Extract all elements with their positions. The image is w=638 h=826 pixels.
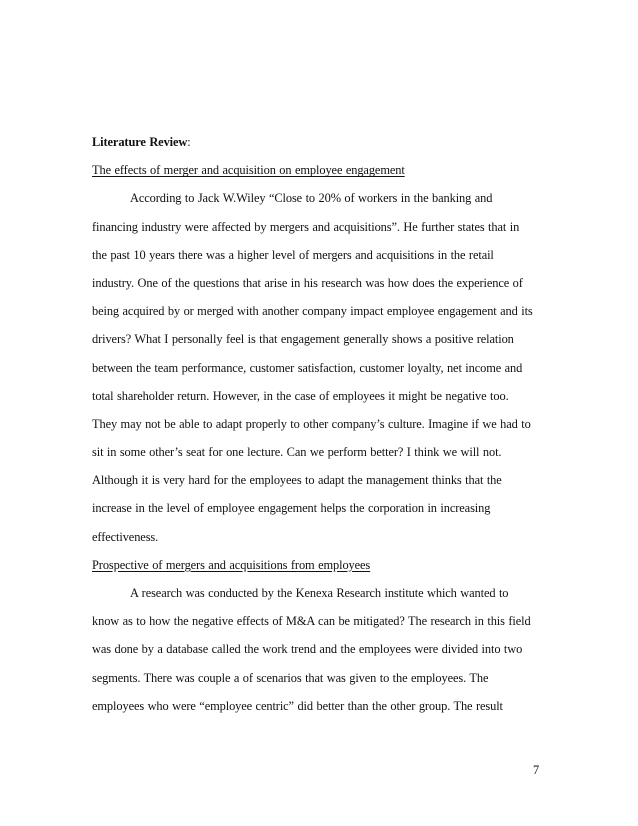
paragraph-line: According to Jack W.Wiley “Close to 20% of workers in the banking and xyxy=(130,191,493,206)
paragraph-line: was done by a database called the work trend and the employees were divided into two xyxy=(92,642,523,657)
paragraph-line: total shareholder return. However, in the case of employees it might be negative too. xyxy=(92,388,509,403)
paragraph-line: increase in the level of employee engagement helps the corporation in increasing xyxy=(92,501,491,516)
section-title-prospective: Prospective of mergers and acquisitions from employees xyxy=(92,557,371,572)
paragraph-line: industry. One of the questions that arise in his research was how does the experience of xyxy=(92,275,523,290)
paragraph-line: A research was conducted by the Kenexa Research institute which wanted to xyxy=(130,586,509,600)
heading-colon: : xyxy=(187,135,191,149)
paragraph-line: the past 10 years there was a higher level of mergers and acquisitions in the retail xyxy=(92,247,494,262)
paragraph-line: segments. There was couple a of scenarios that was given to the employees. The xyxy=(92,670,489,685)
paragraph-line: drivers? What I personally feel is that engagement generally shows a positive relation xyxy=(92,332,514,347)
literature-review-heading-line xyxy=(92,128,548,156)
page-number: 7 xyxy=(533,763,540,777)
paragraph-line: financing industry were affected by mergers and acquisitions”. He further states that in xyxy=(92,219,520,234)
document-body xyxy=(92,128,548,720)
paragraph-line: employees who were “employee centric” did better than the other group. The result xyxy=(92,698,503,713)
paragraph-line: Although it is very hard for the employees to adapt the management thinks that the xyxy=(92,473,502,488)
section-title-effects: The effects of merger and acquisition on employee engagement xyxy=(92,163,405,178)
paragraph-line: know as to how the negative effects of M&A can be mitigated? The research in this field xyxy=(92,614,531,629)
paragraph-line: between the team performance, customer satisfaction, customer loyalty, net income and xyxy=(92,360,523,375)
paragraph-line: being acquired by or merged with another company impact employee engagement and its xyxy=(92,304,533,319)
paragraph-line: sit in some other’s seat for one lecture. Can we perform better? I think we will not. xyxy=(92,445,502,460)
paragraph-line: They may not be able to adapt properly to other company’s culture. Imagine if we had to xyxy=(92,416,531,431)
paragraph-line: effectiveness. xyxy=(92,529,159,544)
literature-review-heading: Literature Review xyxy=(92,135,188,149)
